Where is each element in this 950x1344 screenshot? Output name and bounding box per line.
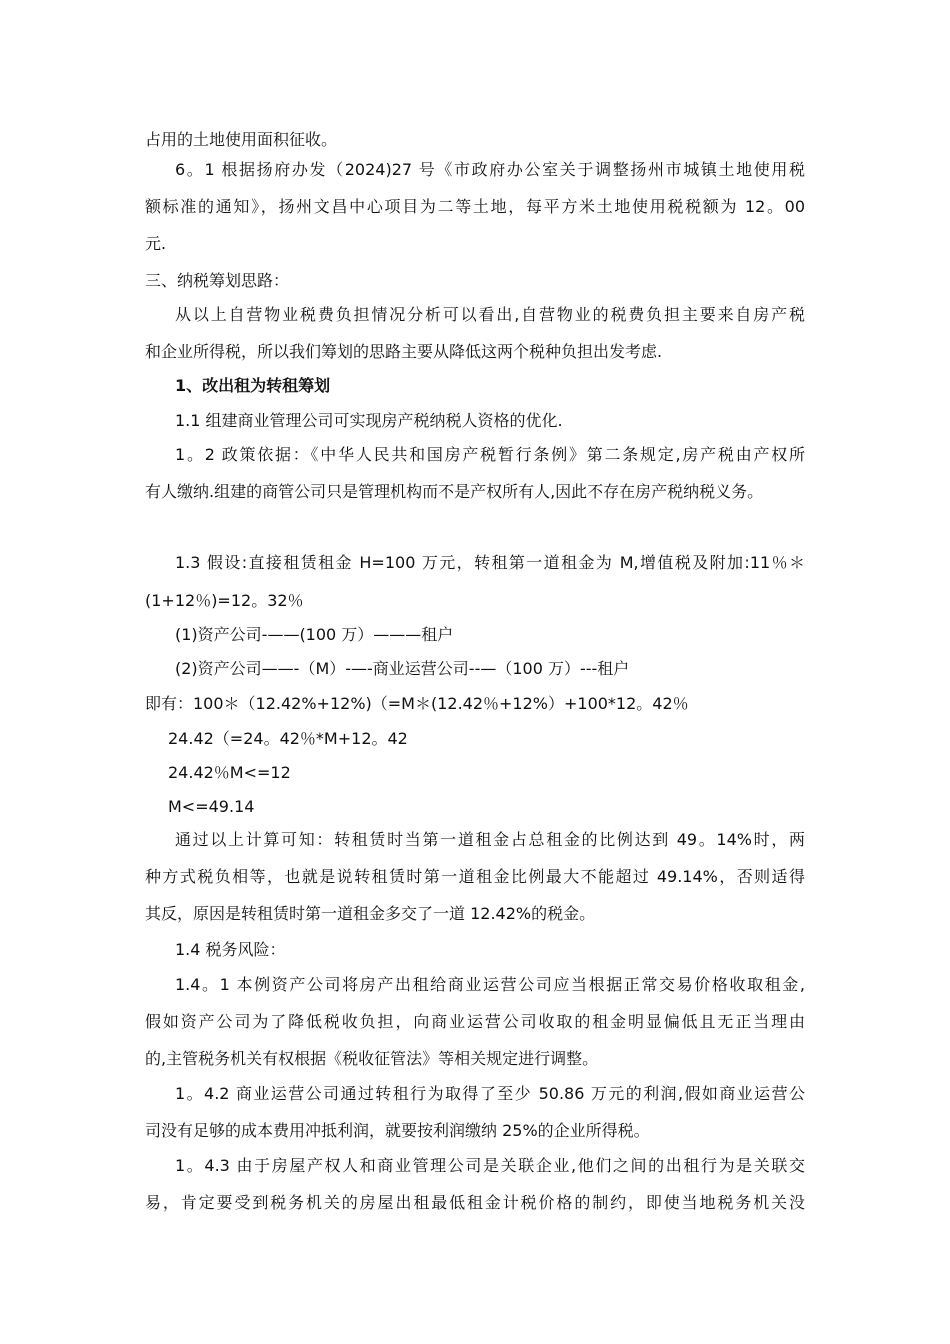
paragraph-line: 元. [145,234,167,253]
paragraph-line: 1.4 税务风险： [175,940,286,959]
paragraph-line: 1.1 组建商业管理公司可实现房产税纳税人资格的优化. [175,411,563,430]
formula-line: 即有：100＊（12.42%+12%)（=M＊(12.42％+12%）+100*12。42％ [145,694,689,713]
paragraph-line: 6。1 根据扬府办发（2024)27 号《市政府办公室关于调整扬州市城镇土地使用税 [175,160,805,179]
paragraph-line: 1.4。1 本例资产公司将房产出租给商业运营公司应当根据正常交易价格收取租金, [175,975,805,994]
paragraph-line: 1.3 假设:直接租赁租金 H=100 万元，转租第一道租金为 M,增值税及附加:11％＊ [175,553,805,572]
paragraph-line: 假如资产公司为了降低税收负担，向商业运营公司收取的租金明显偏低且无正当理由 [145,1012,805,1031]
paragraph-line: 额标准的通知》，扬州文昌中心项目为二等土地，每平方米土地使用税税额为 12。00 [145,197,805,216]
paragraph-line: 司没有足够的成本费用冲抵利润，就要按利润缴纳 25%的企业所得税。 [145,1121,650,1140]
formula-line: M<=49.14 [168,797,255,816]
section-heading: 三、纳税筹划思路： [145,271,290,290]
paragraph-line: 有人缴纳.组建的商管公司只是管理机构而不是产权所有人,因此不存在房产税纳税义务。 [145,482,764,501]
paragraph-line: 从以上自营物业税费负担情况分析可以看出,自营物业的税费负担主要来自房产税 [175,305,805,324]
paragraph-line: 通过以上计算可知：转租赁时当第一道租金占总租金的比例达到 49。14%时，两 [175,830,805,849]
paragraph-line: 的,主管税务机关有权根据《税收征管法》等相关规定进行调整。 [145,1049,599,1068]
paragraph-line: 占用的土地使用面积征收。 [145,130,338,149]
paragraph-line: 1。4.2 商业运营公司通过转租行为取得了至少 50.86 万元的利润,假如商业运营公 [175,1084,805,1103]
paragraph-line: 1。4.3 由于房屋产权人和商业管理公司是关联企业,他们之间的出租行为是关联交 [175,1156,805,1175]
formula-line: 24.42（=24。42％*M+12。42 [168,729,408,748]
paragraph-line: (1+12％)=12。32％ [145,591,304,610]
paragraph-line: 种方式税负相等，也就是说转租赁时第一道租金比例最大不能超过 49.14%，否则适得 [145,867,805,886]
formula-line: (2)资产公司——-（M）-—-商业运营公司--—（100 万）---租户 [175,659,630,678]
paragraph-line: 易，肯定要受到税务机关的房屋出租最低租金计税价格的制约，即使当地税务机关没 [145,1193,805,1212]
formula-line: 24.42％M<=12 [168,763,291,782]
formula-line: (1)资产公司-——(100 万）———租户 [175,625,454,644]
paragraph-line: 和企业所得税，所以我们筹划的思路主要从降低这两个税种负担出发考虑. [145,342,663,361]
paragraph-line: 其反，原因是转租赁时第一道租金多交了一道 12.42%的税金。 [145,904,596,923]
subsection-heading: 1、改出租为转租筹划 [175,376,331,395]
paragraph-line: 1。2 政策依据：《中华人民共和国房产税暂行条例》第二条规定,房产税由产权所 [175,445,805,464]
